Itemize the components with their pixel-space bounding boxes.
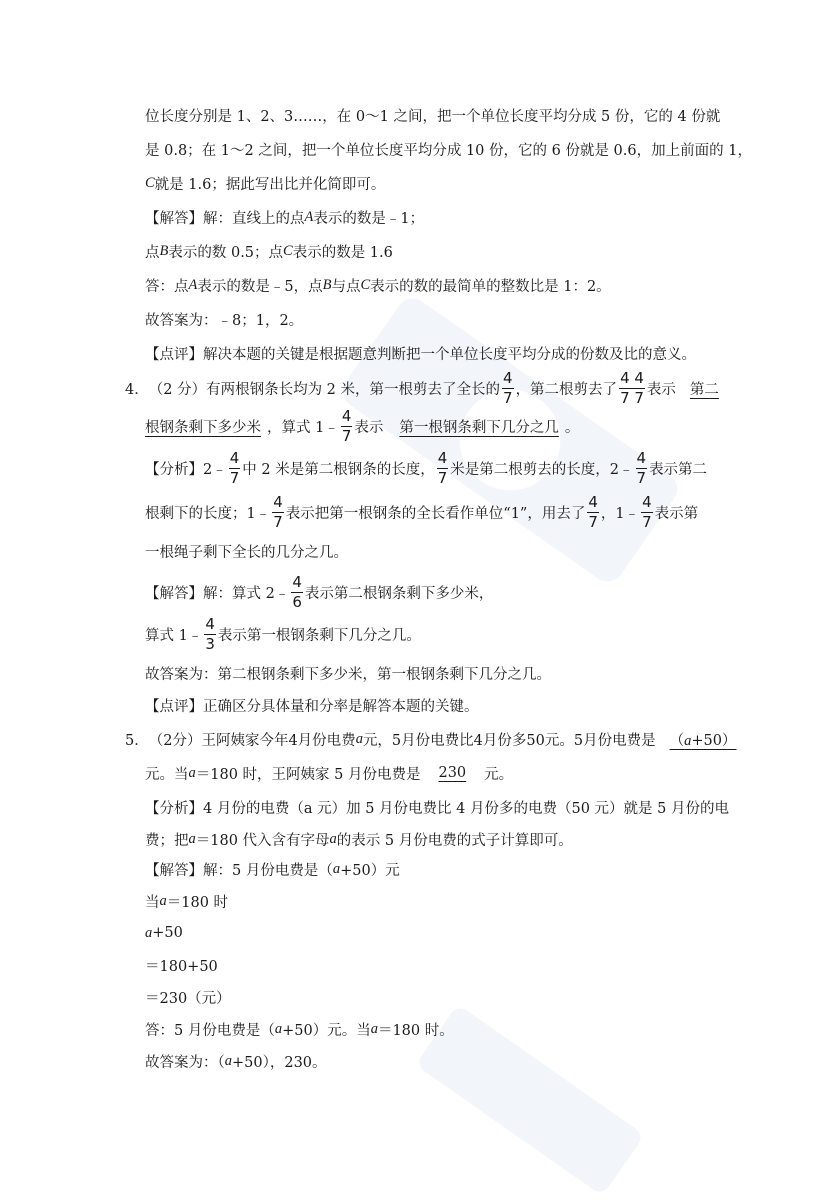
fraction-4-7-double: $\frac{4 4}{7 7}$ [620, 368, 644, 407]
fraction-4-7: $\frac{4}{7}$ [437, 448, 448, 487]
answer-tag: 【解答】 [145, 585, 203, 602]
q5-analysis-line-2: 费；把 a ＝180 代入含有字母 a 的表示 5 月份电费的式子计算即可。 [145, 830, 573, 849]
fraction-4-7: $\frac{4}{7}$ [503, 368, 513, 407]
q5-answer-line-5: ＝230（元） [145, 990, 231, 1007]
q4-answer-line-1: 【解答】 解：算式 2﹣ $\frac{4}{6}$ 表示第二根钢条剩下多少米， [145, 572, 494, 611]
analysis-tag: 【分析】 [145, 461, 203, 478]
q4-analysis-line-3: 一根绳子剩下全长的几分之几。 [145, 544, 348, 561]
fraction-4-7: $\frac{4}{7}$ [636, 448, 647, 487]
q4-analysis-line-2: 根剩下的长度；1﹣ $\frac{4}{7}$ 表示把第一根钢条的全长看作单位“1”，用去了 $\frac{4}{7}$ ，1﹣ $\frac{4}{7}$ 表示第 [145, 492, 699, 531]
q3-answer-line-1: 【解答】 解：直线上的点 A 表示的数是﹣1； [145, 208, 425, 227]
q5-final-answer: 故答案为：（ a +50），230。 [145, 1052, 327, 1071]
q5-answer-line-4: ＝180+50 [145, 958, 218, 975]
comment-tag: 【点评】 [145, 698, 203, 715]
q5-stem-line-2: 元。当 a ＝180 时，王阿姨家 5 月份电费是 230 元。 [145, 764, 514, 783]
q3-analysis-line-1: 位长度分别是 1、2、3……，在 0～1 之间，把一个单位长度平均分成 5 份，它的 4 份就 [145, 108, 721, 125]
q5-answer-line-3: a +50 [145, 924, 183, 941]
q5-answer-line-6: 答：5 月份电费是（ a +50）元。当 a ＝180 时。 [145, 1020, 454, 1039]
question-number: 5． [125, 732, 149, 749]
q4-analysis-line-1: 【分析】 2﹣ $\frac{4}{7}$ 中 2 米是第二根钢条的长度， $\frac{4}{7}$ 米是第二根剪去的长度，2﹣ $\frac{4}{7}$ 表示第二 [145, 448, 708, 487]
q3-answer-line-3: 答：点 A 表示的数是﹣5，点 B 与点 C 表示的数的最简单的整数比是 1：2。 [145, 276, 611, 295]
q4-stem-line-2: 根钢条剩下多少米 ，算式 1﹣ $\frac{4}{7}$ 表示 第一根钢条剩下几分之几 。 [145, 406, 580, 445]
q4-stem-line-1: 4． （2 分）有两根钢条长均为 2 米，第一根剪去了全长的 $\frac{4}{7}$ ，第二根剪去了 $\frac{4 4}{7 7}$ 表示 第二 [125, 368, 725, 408]
fraction-4-7: $\frac{4}{7}$ [229, 448, 240, 487]
q5-answer-line-1: 【解答】 解：5 月份电费是（ a +50）元 [145, 860, 400, 879]
answer-blank-1-cont: 根钢条剩下多少米 [145, 419, 261, 436]
q5-stem-line-1: 5． （2分）王阿姨家今年4月份电费 a 元，5月份电费比4月份多50元。5月份电费是 （a+50） [125, 722, 725, 756]
answer-blank-2: 230 [438, 765, 467, 781]
q3-final-answer: 故答案为：﹣8；1，2。 [145, 312, 304, 329]
analysis-tag: 【分析】 [145, 800, 203, 817]
q3-analysis-line-3: C 就是 1.6；据此写出比并化简即可。 [145, 174, 386, 193]
answer-blank-1: （a+50） [669, 732, 737, 749]
q5-answer-line-2: 当 a ＝180 时 [145, 892, 229, 911]
fraction-4-7: $\frac{4}{7}$ [273, 492, 283, 531]
comment-tag: 【点评】 [145, 346, 203, 363]
fraction-4-3: $\frac{4}{3}$ [205, 614, 215, 653]
fraction-4-7: $\frac{4}{7}$ [588, 492, 598, 531]
q3-answer-line-2: 点 B 表示的数 0.5；点 C 表示的数是 1.6 [145, 242, 393, 261]
fraction-4-7: $\frac{4}{7}$ [642, 492, 652, 531]
answer-tag: 【解答】 [145, 862, 203, 879]
answer-blank-1: 第二 [689, 381, 719, 398]
q3-analysis-line-2: 是 0.8；在 1～2 之间，把一个单位长度平均分成 10 份，它的 6 份就是 0.6，加上前面的 1， [145, 142, 752, 159]
fraction-4-6: $\frac{4}{6}$ [292, 572, 302, 611]
fraction-4-7: $\frac{4}{7}$ [341, 406, 352, 445]
answer-tag: 【解答】 [145, 210, 203, 227]
q4-final-answer: 故答案为：第二根钢条剩下多少米，第一根钢条剩下几分之几。 [145, 666, 551, 683]
answer-blank-2: 第一根钢条剩下几分之几 [399, 419, 559, 436]
q3-comment: 【点评】 解决本题的关键是根据题意判断把一个单位长度平均分成的份数及比的意义。 [145, 336, 745, 370]
q4-answer-line-2: 算式 1﹣ $\frac{4}{3}$ 表示第一根钢条剩下几分之几。 [145, 614, 421, 653]
q5-analysis-line-1: 【分析】 4 月份的电费（a 元）加 5 月份电费比 4 月份多的电费（50 元）就是 5 月份的电 [145, 790, 745, 824]
question-number: 4． [125, 381, 149, 398]
q4-comment: 【点评】 正确区分具体量和分率是解答本题的关键。 [145, 688, 745, 722]
